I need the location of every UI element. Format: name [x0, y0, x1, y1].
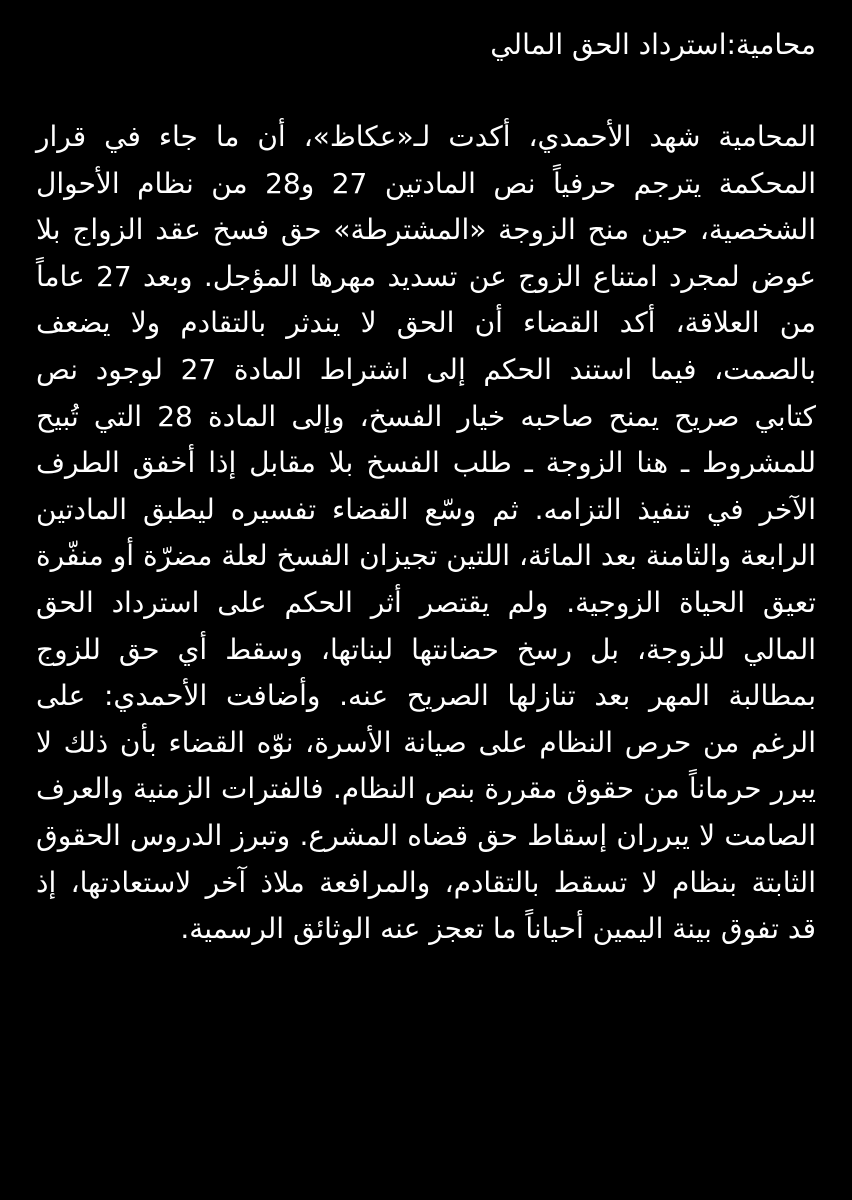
body-line: للمشروط ـ هنا الزوجة ـ طلب الفسخ بلا مقابل إذا أخفق الطرف — [36, 446, 816, 480]
body-line: تعيق الحياة الزوجية. ولم يقتصر أثر الحكم على استرداد الحق — [36, 585, 816, 619]
body-line: المحامية شهد الأحمدي، أكدت لـ«عكاظ»، أن ما جاء في قرار — [36, 120, 816, 153]
body-line: الثابتة بنظام لا تسقط بالتقادم، والمرافعة ملاذ آخر لاستعادتها، إذ — [36, 865, 816, 899]
body-line: من العلاقة، أكد القضاء أن الحق لا يندثر بالتقادم ولا يضعف — [36, 306, 816, 340]
body-line: الرغم من حرص النظام على صيانة الأسرة، نوّه القضاء بأن ذلك لا — [36, 725, 816, 759]
body-line: المالي للزوجة، بل رسخ حضانتها لبناتها، وسقط أي حق للزوج — [36, 632, 816, 666]
article-title: محامية:استرداد الحق المالي — [490, 28, 816, 61]
article — [36, 22, 816, 953]
body-line: الشخصية، حين منح الزوجة «المشترطة» حق فسخ عقد الزواج بلا — [36, 213, 816, 247]
body-line: عوض لمجرد امتناع الزوج عن تسديد مهرها المؤجل. وبعد 27 عاماً — [36, 259, 816, 293]
article-body — [36, 114, 816, 953]
body-line: الآخر في تنفيذ التزامه. ثم وسّع القضاء تفسيره ليطبق المادتين — [36, 492, 816, 526]
body-line: الرابعة والثامنة بعد المائة، اللتين تجيزان الفسخ لعلة مضرّة أو منفّرة — [36, 539, 816, 573]
body-line: يبرر حرماناً من حقوق مقررة بنص النظام. فالفترات الزمنية والعرف — [36, 772, 816, 806]
paragraph-gap — [36, 68, 816, 114]
body-line: الصامت لا يبرران إسقاط حق قضاه المشرع. وتبرز الدروس الحقوق — [36, 818, 816, 852]
body-line: بالصمت، فيما استند الحكم إلى اشتراط المادة 27 لوجود نص — [36, 352, 816, 386]
body-line: قد تفوق بينة اليمين أحياناً ما تعجز عنه الوثائق الرسمية. — [180, 912, 816, 946]
body-line: كتابي صريح يمنح صاحبه خيار الفسخ، وإلى المادة 28 التي تُبيح — [36, 399, 816, 433]
body-line: بمطالبة المهر بعد تنازلها الصريح عنه. وأضافت الأحمدي: على — [36, 679, 816, 713]
body-line: المحكمة يترجم حرفياً نص المادتين 27 و28 من نظام الأحوال — [36, 166, 816, 200]
